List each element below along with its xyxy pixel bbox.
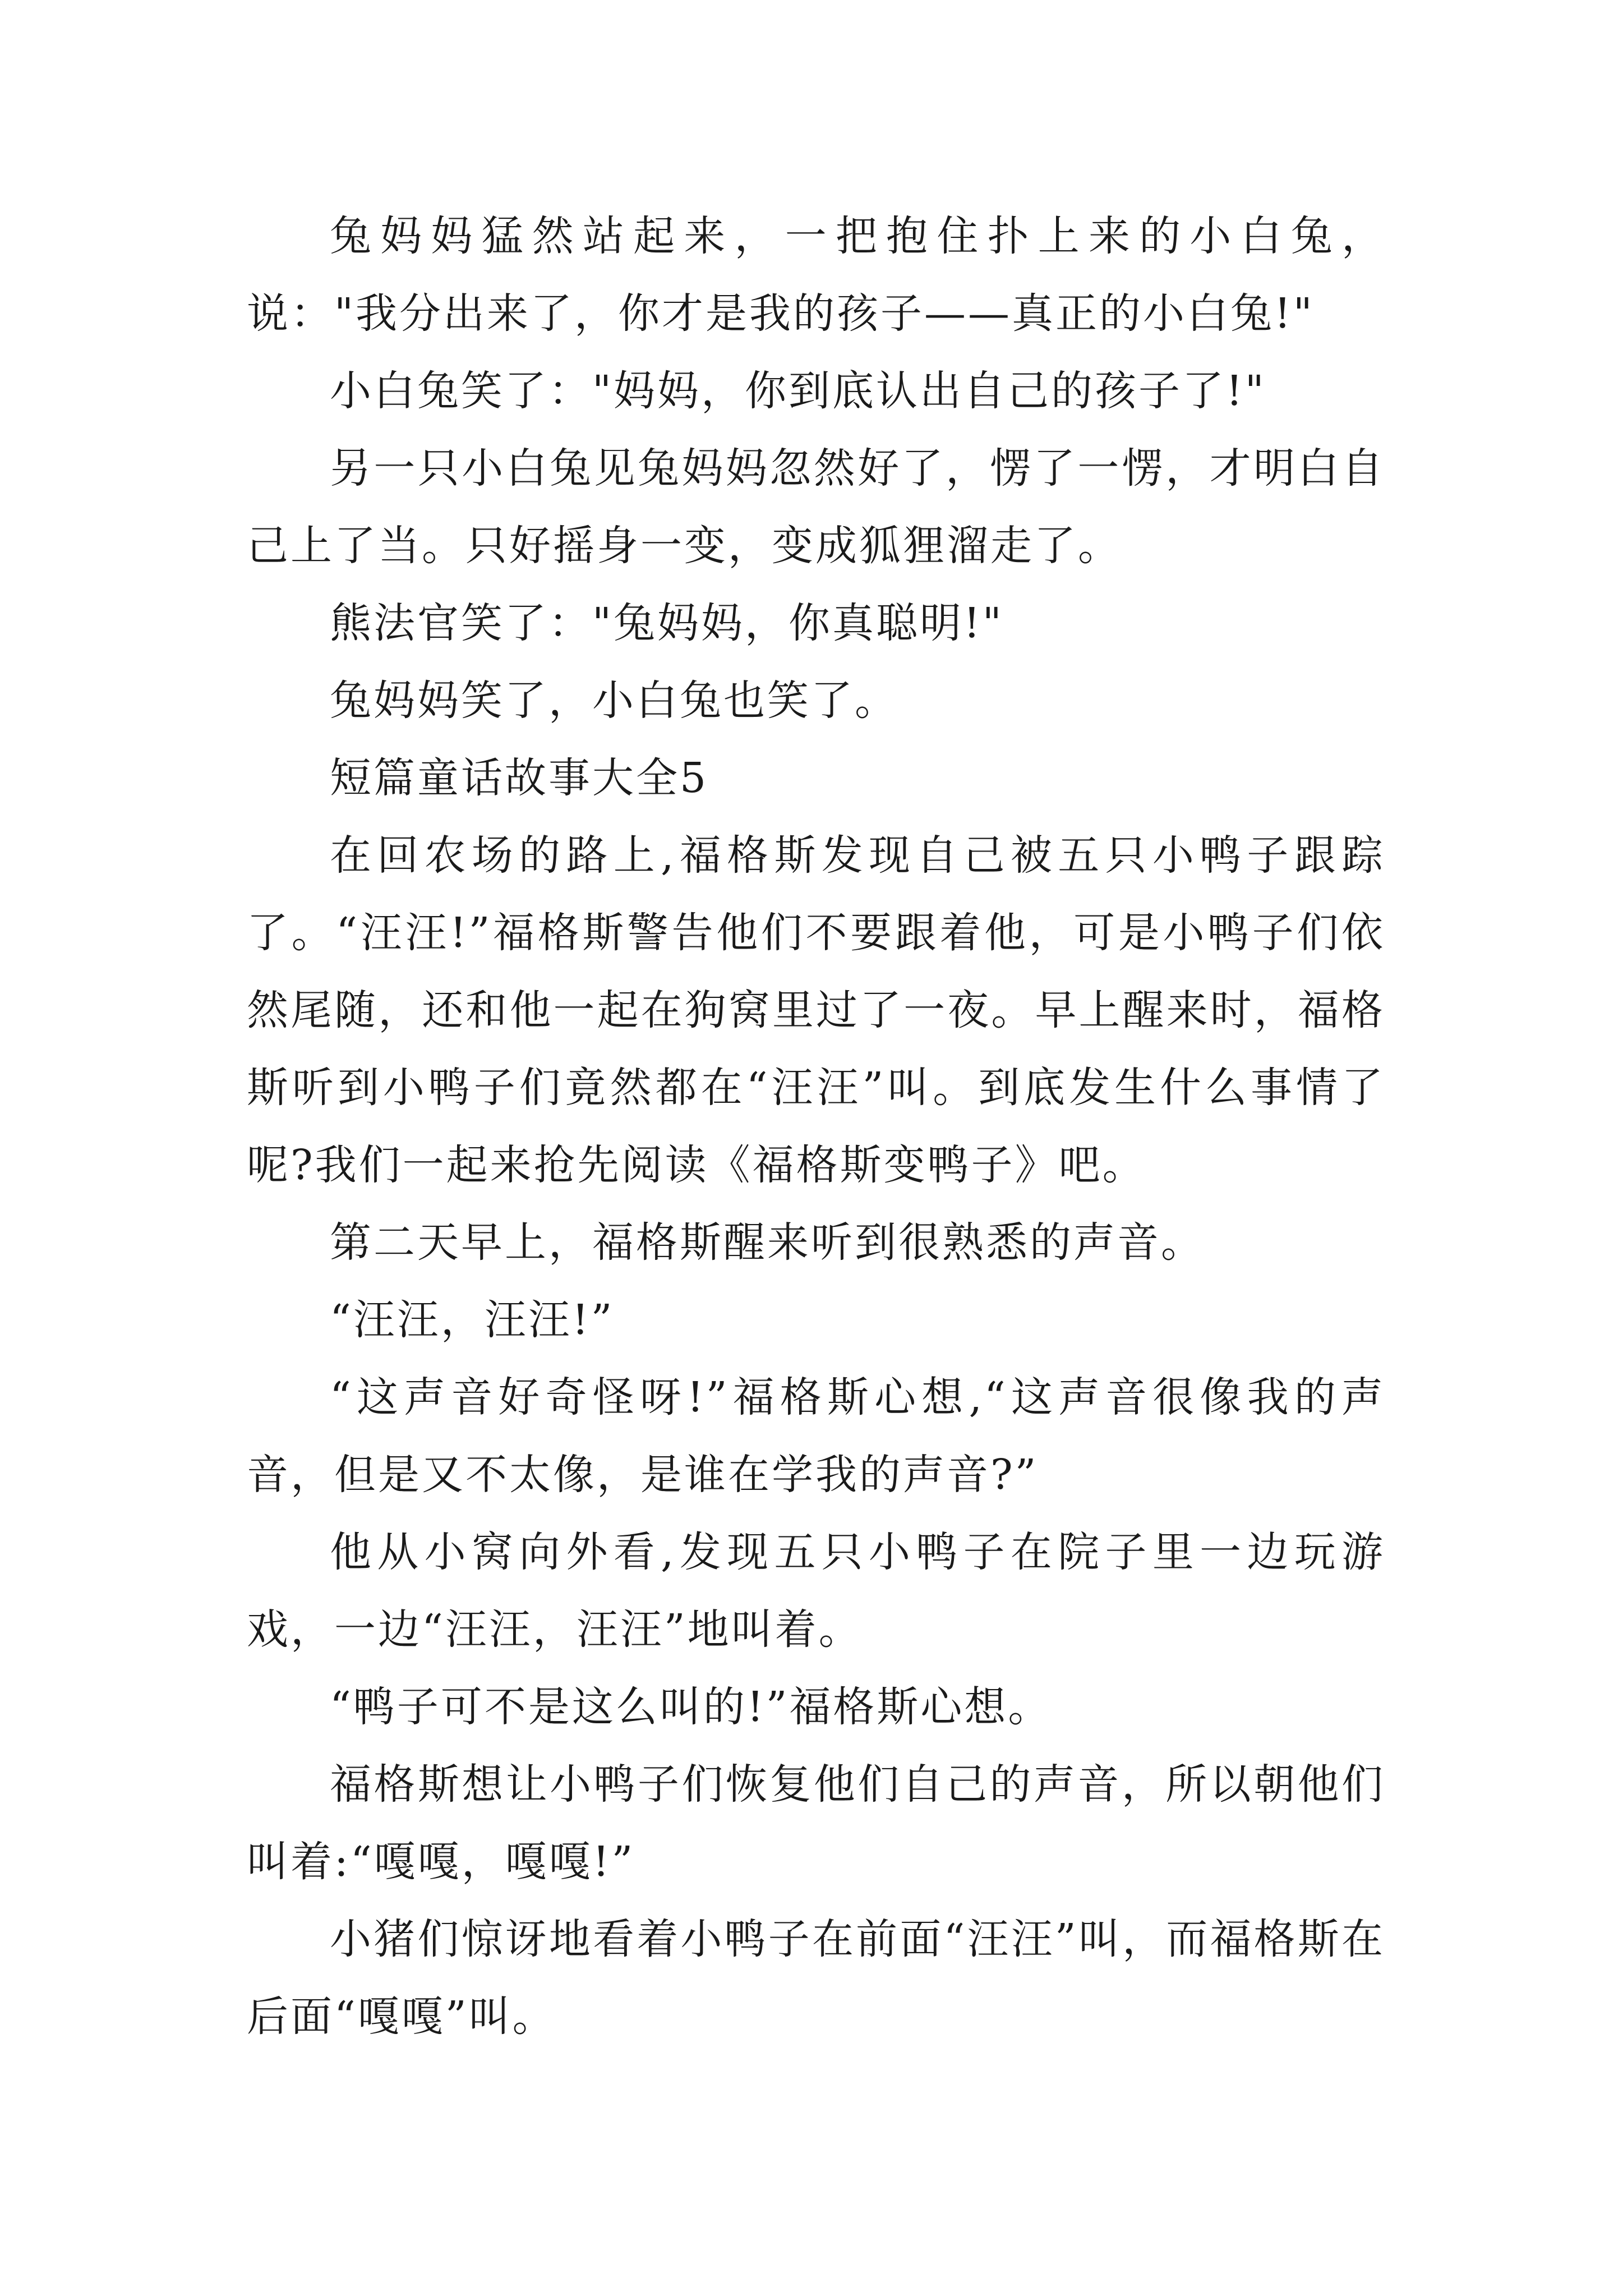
paragraph: 在回农场的路上,福格斯发现自己被五只小鸭子跟踪了。“汪汪!”福格斯警告他们不要跟着他，可是小鸭子们依然尾随，还和他一起在狗窝里过了一夜。早上醒来时，福格斯听到小鸭子们竟然都在“汪汪”叫。到底发生什么事情了呢?我们一起来抢先阅读《福格斯变鸭子》吧。 (247, 831, 1385, 1189)
paragraph: 兔妈妈笑了，小白兔也笑了。 (330, 677, 898, 725)
paragraph: 福格斯想让小鸭子们恢复他们自己的声音，所以朝他们叫着:“嘎嘎，嘎嘎!” (247, 1760, 1385, 1886)
paragraph: 第二天早上，福格斯醒来听到很熟悉的声音。 (330, 1218, 1205, 1267)
paragraph: 兔妈妈猛然站起来，一把抱住扑上来的小白兔，说："我分出来了，你才是我的孩子——真正的小白兔!" (247, 212, 1385, 338)
section-heading: 短篇童话故事大全5 (330, 754, 709, 802)
paragraph: “汪汪，汪汪!” (330, 1296, 615, 1344)
paragraph: 另一只小白兔见兔妈妈忽然好了，愣了一愣，才明白自己上了当。只好摇身一变，变成狐狸溜走了。 (247, 444, 1385, 570)
paragraph: “这声音好奇怪呀!”福格斯心想,“这声音很像我的声音，但是又不太像，是谁在学我的声音?” (247, 1373, 1385, 1499)
paragraph: 小白兔笑了："妈妈，你到底认出自己的孩子了!" (330, 367, 1266, 415)
document-body (247, 197, 1385, 2055)
paragraph: “鸭子可不是这么叫的!”福格斯心想。 (330, 1683, 1052, 1731)
paragraph: 小猪们惊讶地看着小鸭子在前面“汪汪”叫，而福格斯在后面“嘎嘎”叫。 (247, 1915, 1385, 2041)
paragraph: 他从小窝向外看,发现五只小鸭子在院子里一边玩游戏，一边“汪汪，汪汪”地叫着。 (247, 1528, 1385, 1654)
paragraph: 熊法官笑了："兔妈妈，你真聪明!" (330, 599, 1004, 647)
